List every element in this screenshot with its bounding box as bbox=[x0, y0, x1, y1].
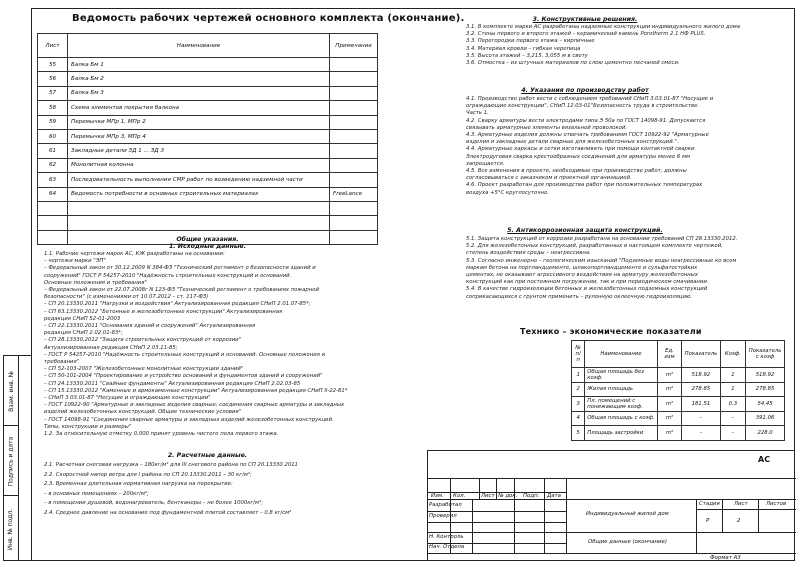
cell-num: 59 bbox=[38, 115, 68, 129]
tep-cell-coef: - bbox=[720, 426, 746, 441]
table-row bbox=[38, 72, 378, 86]
stamp-col-sign: Подп. bbox=[523, 493, 540, 499]
note-line: запрещается. bbox=[466, 160, 505, 167]
note-line: – СП 52-103-2007 "Железобетонные монолитные конструкции зданий" bbox=[44, 366, 244, 373]
stamp-col-izm: Изм. bbox=[431, 493, 444, 499]
note-line: – СП 20.13330.2011 "Нагрузки и воздействия" Актуализированная редакция СНиП 2.01.07-85*; bbox=[44, 301, 311, 308]
stamp-col-list: Лист bbox=[481, 493, 495, 499]
tep-cell-total: 54.45 bbox=[746, 397, 785, 412]
note-line: ограждающие конструкции", СНиП 12.03-01"Безопасность труда в строительстве. bbox=[466, 103, 700, 110]
cell-note bbox=[330, 115, 378, 129]
note-line: 5.2. Для железобетонных конструкций, разработанных в настоящем комплекте чертежей, bbox=[466, 243, 723, 250]
note-line: 4.2. Сварку арматуры вести электродами типа Э 50а по ГОСТ 14098-91. Допускается bbox=[466, 117, 706, 124]
note-line: – Федеральный закон от 22.07.2008г N 123-ФЗ "Технический регламент о требованиях пожарной bbox=[44, 287, 319, 294]
tep-title: Технико – экономические показатели bbox=[520, 327, 702, 336]
note-line: – СП 63.13330.2012 "Бетонные и железобетонные конструкции" Актуализированная bbox=[44, 308, 283, 315]
note-line: 4.1. Производство работ вести с соблюдением требований СНиП 3.03.01-87 "Несущие и bbox=[466, 96, 714, 102]
note-line: – СП 24.13330.2011 "Свайные фундаменты" Актуализированная редакция СНиП 2.02.03-85 bbox=[44, 380, 301, 387]
stamp-sheet: 2 bbox=[737, 518, 741, 524]
tep-cell-num: 4 bbox=[572, 411, 585, 426]
tep-row bbox=[572, 426, 785, 441]
cell-name: Балка Бм 2 bbox=[68, 72, 330, 86]
note-line: 2.2. Скоростной напор ветра для I района по СП 20.13330.2011 – 30 кг/м²; bbox=[44, 471, 252, 478]
tep-cell-name: Жилая площадь bbox=[585, 382, 657, 397]
note-line: изделий железобетонных конструкций. Общие технические условия" bbox=[44, 409, 242, 416]
cell-note bbox=[330, 101, 378, 115]
note-line: 2.1. Расчетная снеговая нагрузка – 180кг/м² для III снегового района по СП 20.13330.2011 bbox=[44, 462, 298, 468]
tep-cell-value: 181.51 bbox=[682, 397, 720, 412]
tep-row bbox=[572, 382, 785, 397]
cell-name: Перемычки МПр 1, МПр 2 bbox=[68, 115, 330, 129]
section4-title: 4. Указания по производству работ bbox=[521, 87, 649, 94]
note-line: Основные положения и требования" bbox=[44, 279, 147, 286]
note-line: – в помещении душевой, водонагреватель, бентканеры – не более 1000кг/м²; bbox=[44, 500, 263, 507]
cell-num: 61 bbox=[38, 144, 68, 158]
section5-notes bbox=[466, 236, 788, 301]
section5-title: 5. Антикоррозионная защита конструкций. bbox=[507, 227, 663, 234]
stamp-col-doc: № док. bbox=[498, 493, 518, 499]
stamp-stage-h: Стадия bbox=[699, 501, 720, 507]
cell-name: Перемычки МПр 3, МПр 4 bbox=[68, 129, 330, 143]
cell-note bbox=[330, 144, 378, 158]
cell-num: 55 bbox=[38, 58, 68, 72]
cell-name: Балка Бм 3 bbox=[68, 86, 330, 100]
note-line: 2.4. Среднее давление на основание под фундаментной плитой составляет – 0,8 кг/см² bbox=[44, 509, 292, 516]
tep-cell-value: 518.92 bbox=[682, 368, 720, 383]
note-line: – СНиП 3.03.01-87 "Несущие и ограждающие конструкции" bbox=[44, 395, 211, 402]
note-line: – СП 50-101-2004 "Проектирование и устройство оснований и фундаментов зданий и сооружений" bbox=[44, 373, 323, 380]
stamp-col-date: Дата bbox=[547, 493, 561, 499]
tep-cell-total: 518.92 bbox=[746, 368, 785, 383]
tep-cell-num: 1 bbox=[572, 368, 585, 383]
cell-name: Монолитная колонна bbox=[68, 158, 330, 172]
note-line: 5.3. Согласно инженерно – геологическим изысканий "Подземные воды неагрессивные ко всем bbox=[466, 257, 737, 264]
side-strip bbox=[3, 355, 31, 561]
title-block bbox=[427, 450, 795, 561]
tep-cell-value: 278.85 bbox=[682, 382, 720, 397]
general-notes bbox=[44, 251, 384, 438]
note-line: – ГОСТ 14098-91 "Соединения сварные арматуры и закладных изделий железобетонных конструкций. bbox=[44, 416, 334, 423]
note-line: – СП 15.13330.2012 "Каменные и армокаменные конструкции" Актуализированная редакция СНиП II-22-81* bbox=[44, 387, 348, 394]
note-line: 1.2. За относительную отметку 0,000 принят уровень чистого пола первого этажа. bbox=[44, 431, 279, 438]
stamp-col-kol: Кол. bbox=[453, 493, 466, 499]
note-line: 3.3. Перегородки первого этажа – кирпичные bbox=[466, 38, 595, 45]
tep-cell-num: 5 bbox=[572, 426, 585, 441]
side-label-sign: Подпись и дата bbox=[7, 436, 15, 486]
side-label-replace: Взам. инв. № bbox=[7, 370, 15, 412]
table-row bbox=[38, 86, 378, 100]
tep-cell-num: 2 bbox=[572, 382, 585, 397]
cell-note bbox=[330, 173, 378, 187]
stamp-code: АС bbox=[758, 455, 771, 464]
tep-cell-coef: - bbox=[720, 411, 746, 426]
cell-num: 57 bbox=[38, 86, 68, 100]
note-line: – СП 22.13330.2011 "Основания зданий и сооружений" Актуализированная bbox=[44, 323, 256, 330]
section3-notes bbox=[466, 24, 786, 67]
cell-name: Ведомость потребности в основных строительных материалах bbox=[68, 187, 330, 201]
note-line: – в основных помещениях – 200кг/м²; bbox=[44, 490, 149, 497]
section4-notes bbox=[466, 96, 786, 197]
note-line: Актуализированная редакция СНиП 2.03.11-85; bbox=[44, 344, 178, 351]
note-line: 5.1. Защита конструкций от коррозии разработана на основании требований СП 28.13330.2012. bbox=[466, 236, 738, 242]
note-line: изделия и закладные детали сварные для железобетонных конструкций.". bbox=[466, 139, 679, 146]
note-line: 5.4. В качестве гидроизоляции бетонных и железобетонных подземных конструкций bbox=[466, 286, 708, 293]
cell-num: 58 bbox=[38, 101, 68, 115]
cell-note bbox=[330, 129, 378, 143]
tep-cell-unit: m² bbox=[657, 426, 682, 441]
tep-cell-name: Площадь застройки bbox=[585, 426, 657, 441]
cell-note bbox=[330, 72, 378, 86]
cell-note bbox=[330, 158, 378, 172]
table-row bbox=[38, 101, 378, 115]
note-line: 4.6. Проект разработан для производства работ при положительных температурах bbox=[466, 182, 703, 189]
tep-cell-unit: m² bbox=[657, 368, 682, 383]
general-sub2: 2. Расчетные данные. bbox=[167, 452, 248, 459]
note-line: соприкасающихся с грунтом применить – рулонную оклеечную гидроизоляцию. bbox=[466, 293, 693, 300]
table-row bbox=[38, 173, 378, 187]
note-line: Типы, конструкции и размеры" bbox=[44, 423, 132, 430]
note-line: 4.5. Все изменения в проекте, необходимые при производстве работ, должны bbox=[466, 168, 687, 175]
stamp-sheets-h: Листов bbox=[766, 501, 787, 507]
note-line: редакция СНиП 2.02.01-83*; bbox=[44, 330, 123, 337]
tep-cell-coef: 1 bbox=[720, 382, 746, 397]
drawing-list-title: Ведомость рабочих чертежей основного комплекта (окончание). bbox=[72, 13, 465, 24]
note-line: 3.1. В комплекте марки АС разработаны надземные конструкции индивидуального жилого дома bbox=[466, 24, 741, 30]
cell-note: FreeLance bbox=[330, 187, 378, 201]
stamp-role-dev: Разработал bbox=[429, 502, 462, 508]
tep-header: № п/п Наименование Ед. изм Показатель Коэф. Показатель с коэф bbox=[572, 341, 785, 368]
tep-cell-num: 3 bbox=[572, 397, 585, 412]
cell-name: Схема элементов покрытия балкона bbox=[68, 101, 330, 115]
general-title: Общие указания. bbox=[176, 236, 239, 243]
tep-cell-coef: 0.3 bbox=[720, 397, 746, 412]
tep-cell-unit: m² bbox=[657, 411, 682, 426]
stamp-role-check: Проверил bbox=[429, 513, 457, 519]
tep-cell-name: Общая площадь с коэф. bbox=[585, 411, 657, 426]
tep-cell-unit: m² bbox=[657, 382, 682, 397]
note-line: сооружений" ГОСТ Р 54257-2010 "Надёжность строительных конструкций и оснований. bbox=[44, 272, 292, 279]
table-row bbox=[38, 129, 378, 143]
cell-num: 63 bbox=[38, 173, 68, 187]
note-line: 3.5. Высота этажей – 3,215, 3,055 м в свету bbox=[466, 52, 588, 59]
note-line: 1.1. Рабочие чертежи марок АС, КЖ разработаны на основании: bbox=[44, 251, 225, 257]
note-line: воздуха +5°С круглосуточно. bbox=[466, 189, 549, 196]
side-label-inv: Инв. № подл. bbox=[7, 508, 15, 550]
note-line: 3.2. Стены первого и второго этажей – керамический камень Porotherm 2.1 НФ PLUS. bbox=[466, 31, 706, 38]
note-line: – СП 28.13330.2012 "Защита строительных конструкций от коррозии" bbox=[44, 337, 242, 344]
tep-cell-unit: m² bbox=[657, 397, 682, 412]
tep-cell-value: - bbox=[682, 426, 720, 441]
stamp-sheet-name: Общие данные (окончание) bbox=[588, 539, 667, 545]
tep-cell-name: Пл. помещений с понижающим коэф. bbox=[585, 397, 657, 412]
cell-note bbox=[330, 58, 378, 72]
note-line: 4.4. Арматурные каркасы и сетки изготавливать при помощи контактной сварки. bbox=[466, 146, 697, 153]
note-line: Электродуговая сварка крестообразных соединений для арматуры менее 6 мм bbox=[466, 153, 690, 160]
table-header: Лист Наименование Примечание bbox=[38, 34, 378, 58]
note-line: 3.6. Отмостка – из штучных материалов по слою цементно песчаной смеси. bbox=[466, 60, 680, 67]
stamp-sheet-h: Лист bbox=[734, 501, 748, 507]
note-line: степень воздействия среды – неагрессивна. bbox=[466, 250, 591, 257]
table-row bbox=[38, 58, 378, 72]
cell-name: Балка Бм 1 bbox=[68, 58, 330, 72]
note-line: безопасности" (с изменениями от 10.07.2012 – ст. 117-ФЗ) bbox=[44, 294, 209, 301]
note-line: – ГОСТ Р 54257-2010 "Надёжность строительных конструкций и оснований. Основные положения и bbox=[44, 351, 326, 358]
stamp-format: Формат А3 bbox=[710, 555, 741, 561]
cell-note bbox=[330, 86, 378, 100]
table-row bbox=[38, 115, 378, 129]
tep-cell-total: 228.0 bbox=[746, 426, 785, 441]
note-line: – Федеральный закон от 30.12.2009 N 384-ФЗ "Технический регламент о безопасности зданий и bbox=[44, 265, 316, 272]
calc-notes bbox=[44, 461, 384, 519]
tep-cell-coef: 1 bbox=[720, 368, 746, 383]
cell-num: 60 bbox=[38, 129, 68, 143]
cell-name: Последовательность выполнения СМР работ по возведению надземной части bbox=[68, 173, 330, 187]
note-line: требования" bbox=[44, 359, 80, 366]
cell-name: Закладные детали ЗД 1 ... ЗД 3 bbox=[68, 144, 330, 158]
table-row bbox=[38, 144, 378, 158]
table-row bbox=[38, 158, 378, 172]
note-line: редакция СНиП 52-01-2003 bbox=[44, 315, 121, 322]
tep-cell-value: - bbox=[682, 411, 720, 426]
cell-num: 62 bbox=[38, 158, 68, 172]
tep-cell-name: Общая площадь без коэф. bbox=[585, 368, 657, 383]
cell-num: 64 bbox=[38, 187, 68, 201]
tep-table bbox=[571, 340, 785, 441]
tep-row bbox=[572, 411, 785, 426]
tep-row bbox=[572, 368, 785, 383]
drawing-list-table bbox=[37, 33, 378, 245]
note-line: конструкций как при постоянном погружении, так и при периодическом смачивании. bbox=[466, 279, 709, 286]
note-line: 3.4. Материал кровли – гибкая черепица bbox=[466, 45, 581, 52]
stamp-role-head: Нач. Отдела bbox=[429, 544, 465, 550]
tep-cell-total: 278.85 bbox=[746, 382, 785, 397]
note-line: Часть 1. bbox=[466, 110, 489, 117]
note-line: цементах, не оказывают агрессивного воздействия на арматуру железобетонных bbox=[466, 272, 698, 279]
cell-num: 56 bbox=[38, 72, 68, 86]
note-line: 4.3. Арматурные изделия должны отвечать требованиям ГОСТ 10922-92 "Арматурные bbox=[466, 132, 709, 139]
section3-title: 3. Конструктивные решения. bbox=[532, 16, 638, 23]
table-row bbox=[38, 187, 378, 201]
tep-row bbox=[572, 397, 785, 412]
note-line: 2.3. Временная длительная нормативная нагрузка на перекрытие: bbox=[44, 481, 233, 488]
stamp-role-norm: Н. Контроль bbox=[429, 534, 464, 540]
note-line: – чертежи марки "ЭП" bbox=[44, 258, 106, 265]
note-line: – ГОСТ 10922-90 "Арматурные и закладные изделия сварные, соединения сварные арматуры и закладных bbox=[44, 402, 345, 409]
note-line: согласовываться с заказчиком и проектной организацией. bbox=[466, 175, 632, 182]
stamp-stage: Р bbox=[706, 518, 710, 524]
tep-cell-total: 391.06 bbox=[746, 411, 785, 426]
general-sub1: 1. Исходные данные. bbox=[169, 243, 246, 250]
note-line: маркам бетона на портландцементе, шлакопортландцементе и сульфатостойких bbox=[466, 264, 698, 271]
note-line: связывать арматурные элементы вязальной проволокой. bbox=[466, 124, 628, 131]
stamp-object: Индивидуальный жилой дом bbox=[586, 511, 669, 517]
